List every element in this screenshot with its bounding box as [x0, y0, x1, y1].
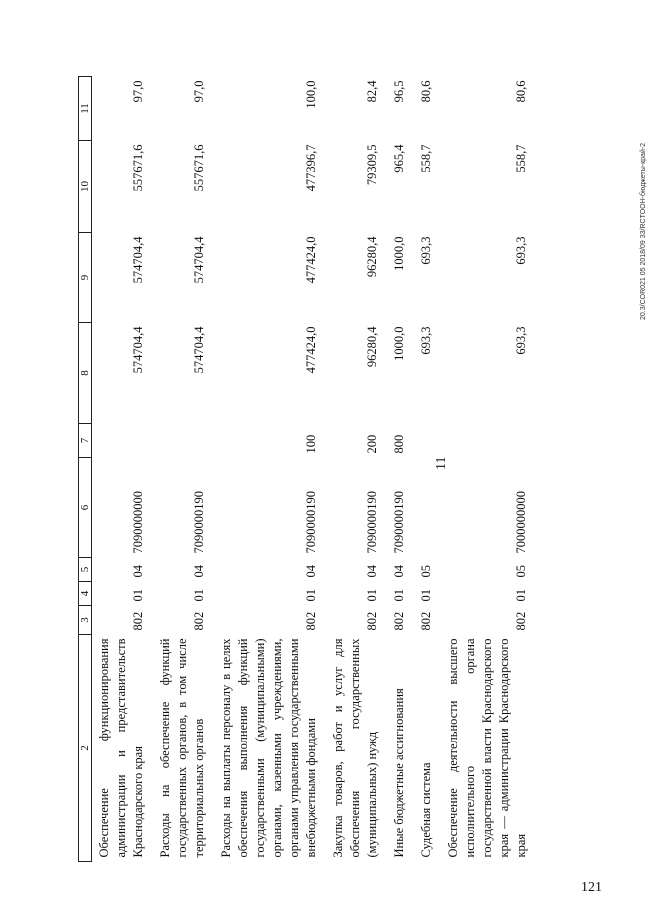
header-cell: 4	[79, 582, 92, 606]
cell-plan-revised: 693,3	[514, 236, 528, 265]
page-number-bottom: 121	[581, 880, 602, 895]
cell-plan-revised: 574704,4	[192, 236, 206, 284]
cell-ved: 802	[514, 611, 528, 631]
cell-executed: 79309,5	[365, 144, 379, 186]
cell-plan: 574704,4	[192, 326, 206, 374]
cell-rz: 01	[392, 589, 406, 602]
cell-percent: 97,0	[192, 80, 206, 103]
cell-plan: 693,3	[419, 326, 433, 355]
cell-pr: 05	[419, 565, 433, 578]
cell-csr: 7000000000	[514, 491, 528, 554]
cell-rz: 01	[514, 589, 528, 602]
cell-rz: 01	[365, 589, 379, 602]
cell-pr: 04	[192, 565, 206, 578]
header-cell: 2	[79, 635, 92, 862]
header-cell: 7	[79, 424, 92, 458]
header-cell: 3	[79, 606, 92, 635]
cell-csr: 7090000190	[365, 491, 379, 554]
cell-percent: 82,4	[365, 80, 379, 103]
table-row	[92, 77, 154, 862]
cell-vr: 100	[304, 434, 318, 454]
row-name: Иные бюджетные ассигнования	[392, 688, 406, 858]
cell-plan: 693,3	[514, 326, 528, 355]
cell-plan-revised: 1000,0	[392, 236, 406, 271]
cell-pr: 05	[514, 565, 528, 578]
cell-percent: 96,5	[392, 80, 406, 103]
header-cell: 10	[79, 141, 92, 233]
table-row	[326, 77, 387, 862]
table-row	[414, 77, 441, 862]
cell-plan: 574704,4	[131, 326, 145, 374]
row-name: Расходы на выплаты персоналу в целях обеспечения выполнения функций государственными (муниципальными) органами, казенными учреждениями, органами управления государственными внебюджетными фондами	[219, 638, 318, 858]
cell-ved: 802	[419, 611, 433, 631]
cell-csr	[414, 458, 441, 558]
row-name: Судебная система	[419, 762, 433, 858]
cell-ved: 802	[131, 611, 145, 631]
row-name: Обеспечение деятельности высшего исполнительного органа государственной власти Краснодарского края — администрации Краснодарского края	[446, 638, 528, 858]
row-name: Обеспечение функционирования администрации и представительств Краснодарского края	[97, 638, 145, 858]
header-cell: 6	[79, 458, 92, 558]
cell-csr: 7090000190	[392, 491, 406, 554]
cell-plan-revised: 477424,0	[304, 236, 318, 284]
cell-executed: 557671,6	[131, 144, 145, 192]
cell-pr: 04	[365, 565, 379, 578]
cell-rz: 01	[419, 589, 433, 602]
cell-percent: 80,6	[419, 80, 433, 103]
page-number-top: 11	[434, 456, 449, 470]
table-row	[387, 77, 414, 862]
budget-table	[78, 76, 536, 862]
cell-csr: 7090000000	[131, 491, 145, 554]
table-row	[441, 77, 536, 862]
header-cell: 9	[79, 233, 92, 323]
cell-csr: 7090000190	[304, 491, 318, 554]
cell-ved: 802	[365, 611, 379, 631]
cell-percent: 80,6	[514, 80, 528, 103]
cell-plan-revised: 96280,4	[365, 236, 379, 278]
cell-vr	[414, 424, 441, 458]
cell-percent: 100,0	[304, 80, 318, 109]
cell-ved: 802	[392, 611, 406, 631]
cell-vr	[92, 424, 154, 458]
cell-plan: 96280,4	[365, 326, 379, 368]
cell-plan-revised: 574704,4	[131, 236, 145, 284]
header-cell: 8	[79, 323, 92, 424]
cell-percent: 97,0	[131, 80, 145, 103]
cell-executed: 477396,7	[304, 144, 318, 192]
cell-rz: 01	[304, 589, 318, 602]
row-name: Закупка товаров, работ и услуг для обеспечения государственных (муниципальных) нужд	[331, 638, 379, 858]
header-row	[79, 77, 92, 862]
header-cell: 5	[79, 558, 92, 582]
cell-ved: 802	[192, 611, 206, 631]
cell-rz: 01	[192, 589, 206, 602]
header-cell: 11	[79, 77, 92, 141]
cell-vr: 200	[365, 434, 379, 454]
cell-vr	[441, 424, 536, 458]
table-row	[214, 77, 326, 862]
cell-plan: 477424,0	[304, 326, 318, 374]
cell-csr: 7090000190	[192, 491, 206, 554]
cell-plan: 1000,0	[392, 326, 406, 361]
cell-vr	[153, 424, 214, 458]
cell-executed: 558,7	[419, 144, 433, 173]
cell-pr: 04	[392, 565, 406, 578]
cell-vr: 800	[392, 434, 406, 454]
row-name: Расходы на обеспечение функций государственных органов, в том числе территориальных органов	[158, 638, 206, 858]
cell-executed: 558,7	[514, 144, 528, 173]
cell-pr: 04	[131, 565, 145, 578]
cell-pr: 04	[304, 565, 318, 578]
cell-plan-revised: 693,3	[419, 236, 433, 265]
cell-executed: 965,4	[392, 144, 406, 173]
table-row	[153, 77, 214, 862]
cell-executed: 557671,6	[192, 144, 206, 192]
print-stamp: 20.3/COR021 05 2018/09 33/RCTOOH-бюджеты-край-2	[640, 142, 647, 320]
cell-ved: 802	[304, 611, 318, 631]
cell-rz: 01	[131, 589, 145, 602]
